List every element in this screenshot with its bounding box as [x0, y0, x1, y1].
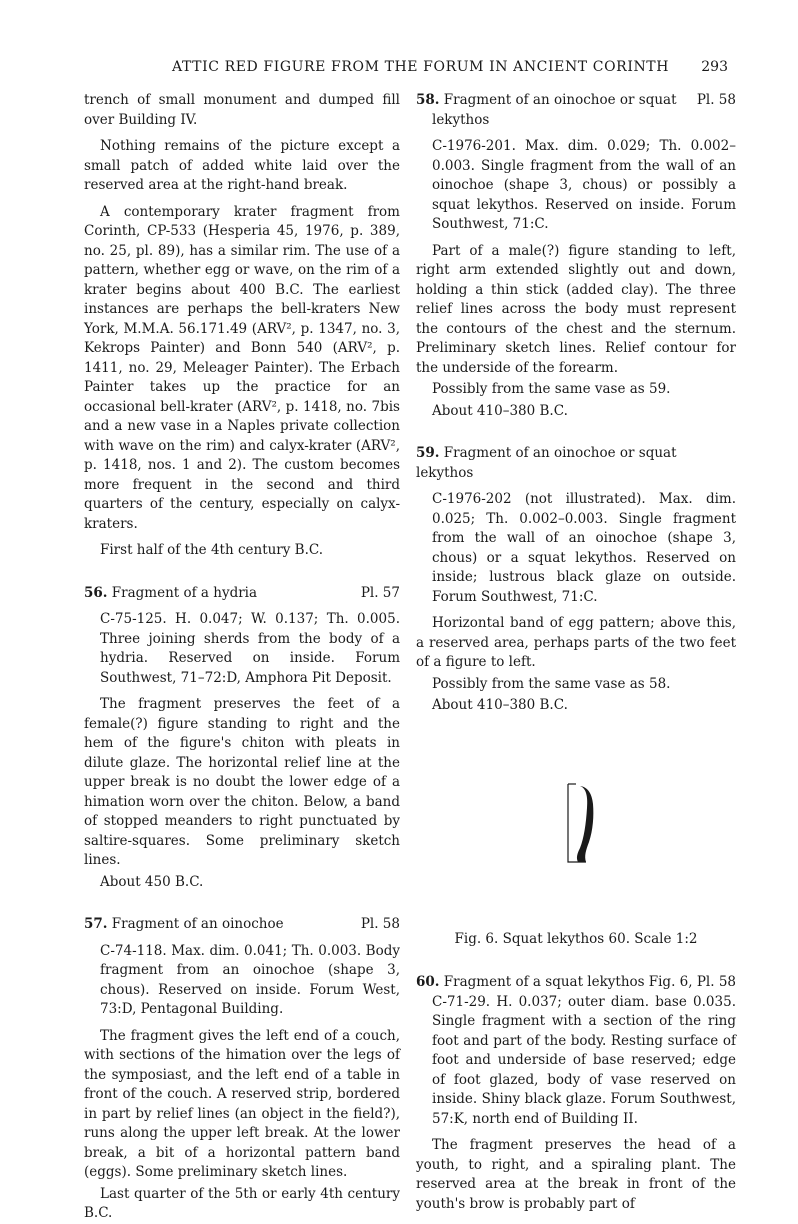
entry-number: 60. — [416, 974, 440, 990]
description: The fragment preserves the head of a youth, to right, and a spiraling plant. The reserved area at the break in front of the youth's brow is probably part of — [416, 1137, 736, 1212]
entry-title: Fragment of an oinochoe or squat lekythos — [416, 445, 677, 481]
catalog-entry: C-75-125. H. 0.047; W. 0.137; Th. 0.005. Three joining sherds from the body of a hydria. Reserved on inside. Forum Southwest, 71–72:D, Amphora Pit Deposit. — [100, 611, 400, 686]
date-line: First half of the 4th century B.C. — [100, 542, 324, 558]
right-column — [416, 91, 736, 1214]
plate-reference: Fig. 6, Pl. 58 — [648, 974, 736, 990]
description: The fragment preserves the feet of a female(?) figure standing to right and the hem of the figure's chiton with pleats in dilute glaze. The horizontal relief line at the upper break is no doubt the lower edge of a himation worn over the chiton. Below, a band of stopped meanders to right punctuated by saltire-squares. Some preliminary sketch lines. — [84, 696, 400, 868]
description: Part of a male(?) figure standing to left, right arm extended slightly out and down, holding a thin stick (added clay). The three relief lines across the body must represent the contours of the chest and the sternum. Preliminary sketch lines. Relief contour for the underside of the forearm. — [416, 242, 736, 376]
entry-title: Fragment of an oinochoe — [111, 916, 284, 932]
catalog-entry: C-1976-202 (not illustrated). Max. dim. 0.025; Th. 0.002–0.003. Single fragment from the wall of an oinochoe (shape 3, chous) or a squat lekythos. Reserved on inside; lustrous black glaze on outside. Forum Southwest, 71:C. — [432, 491, 736, 605]
note-line: Possibly from the same vase as 59. — [432, 381, 671, 397]
left-column — [84, 91, 400, 1224]
entry-number: 57. — [84, 916, 108, 932]
entry-number: 56. — [84, 584, 108, 601]
date-line: About 410–380 B.C. — [432, 697, 568, 713]
entry-59-heading — [416, 444, 736, 483]
date-line: Last quarter of the 5th or early 4th century B.C. — [84, 1185, 400, 1221]
plate-reference: Pl. 58 — [360, 916, 400, 932]
catalog-entry: C-71-29. H. 0.037; outer diam. base 0.035. Single fragment with a section of the ring foot and part of the body. Resting surface of foot and underside of base reserved; edge of foot glazed, body of vase reserved on inside. Shiny black glaze. Forum Southwest, 57:K, north end of Building II. — [432, 993, 736, 1127]
figure-caption: Fig. 6. Squat lekythos 60. Scale 1:2 — [454, 930, 698, 947]
plate-reference: Pl. 57 — [360, 584, 400, 601]
entry-57-heading — [84, 915, 400, 935]
figure-6 — [416, 782, 736, 902]
entry-title: Fragment of a hydria — [111, 584, 258, 601]
description: Horizontal band of egg pattern; above this, a reserved area, perhaps parts of the two feet of a figure to left. — [416, 615, 736, 670]
entry-number: 59. — [416, 445, 440, 461]
catalog-entry: C-1976-201. Max. dim. 0.029; Th. 0.002–0.003. Single fragment from the wall of an oinochoe (shape 3, chous) or possibly a squat lekythos. Reserved on inside. Forum Southwest, 71:C. — [432, 138, 736, 232]
entry-56-heading — [84, 584, 400, 604]
running-title: ATTIC RED FIGURE FROM THE FORUM IN ANCIENT CORINTH — [172, 59, 670, 75]
plate-reference: Pl. 58 — [696, 92, 736, 108]
entry-title: Fragment of a squat lekythos — [443, 974, 645, 990]
entry-title: Fragment of an oinochoe or squat lekythos — [432, 92, 677, 128]
lekythos-profile-drawing — [564, 782, 598, 866]
description: The fragment gives the left end of a couch, with sections of the himation over the legs of the symposiast, and the left end of a table in front of the couch. A reserved strip, bordered in part by relief lines (an object in the field?), runs along the upper left break. At the lower break, a bit of a horizontal pattern band (eggs). Some preliminary sketch lines. — [84, 1027, 400, 1180]
date-line: About 450 B.C. — [100, 873, 204, 890]
entry-60-heading — [416, 973, 736, 993]
catalog-entry: C-74-118. Max. dim. 0.041; Th. 0.003. Body fragment from an oinochoe (shape 3, chous). Reserved on inside. Forum West, 73:D, Pentagonal Building. — [100, 942, 400, 1017]
paragraph: A contemporary krater fragment from Corinth, CP-533 (Hesperia 45, 1976, p. 389, no. 25, pl. 89), has a similar rim. The use of a pattern, whether egg or wave, on the rim of a krater begins about 400 B.C. The earliest instances are perhaps the bell-kraters New York, M.M.A. 56.171.49 (ARV², p. 1347, no. 3, Kekrops Painter) and Bonn 540 (ARV², p. 1411, no. 29, Meleager Painter). The Erbach Painter takes up the practice for an occasional bell-krater (ARV², p. 1418, no. 7bis and a new vase in a Naples private collection with wave on the rim) and calyx-krater (ARV², p. 1418, nos. 1 and 2). The custom becomes more frequent in the second and third quarters of the century, especially on calyx-kraters. — [84, 203, 400, 532]
entry-number: 58. — [416, 92, 440, 108]
paragraph: trench of small monument and dumped fill over Building IV. — [84, 92, 400, 128]
page-number: 293 — [701, 59, 728, 75]
entry-58-heading — [416, 91, 736, 130]
note-line: Possibly from the same vase as 58. — [432, 675, 671, 692]
paragraph: Nothing remains of the picture except a small patch of added white laid over the reserved area at the right-hand break. — [84, 138, 400, 193]
date-line: About 410–380 B.C. — [432, 402, 568, 419]
running-header — [0, 58, 798, 80]
